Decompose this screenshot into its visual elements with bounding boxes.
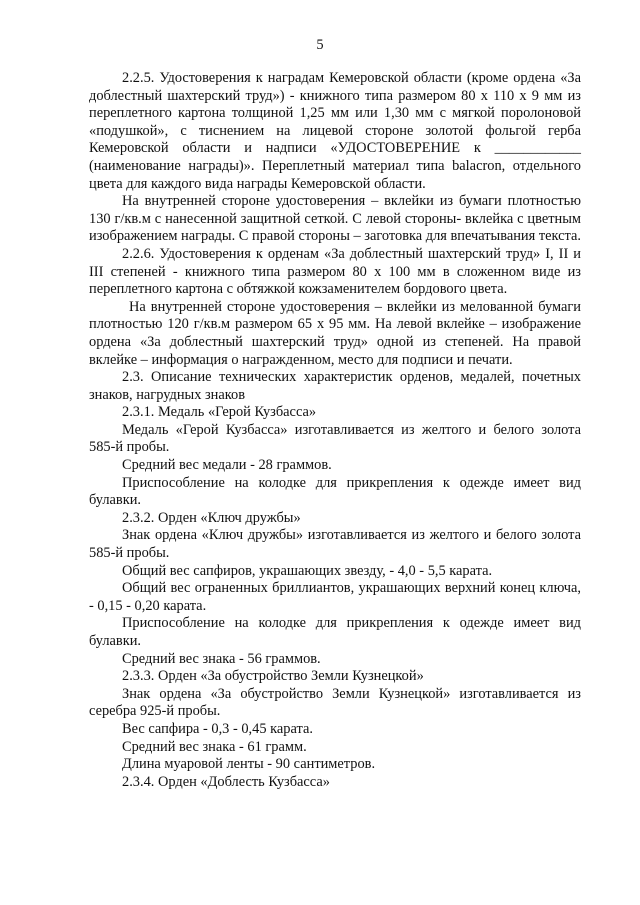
- paragraph-certificate-inserts: На внутренней стороне удостоверения – вклейки из бумаги плотностью 130 г/кв.м с нанесенной защитной сеткой. С левой стороны- вклейка с цветным изображением награды. С правой стороны – заготовка для впечатывания текста.: [89, 193, 581, 245]
- paragraph-ribbon-length: Длина муаровой ленты - 90 сантиметров.: [122, 756, 376, 773]
- heading-2-3-3: 2.3.3. Орден «За обустройство Земли Кузнецкой»: [122, 668, 424, 685]
- paragraph-sapphire-weight: Вес сапфира - 0,3 - 0,45 карата.: [122, 720, 313, 737]
- paragraph-kuznetsk-material: Знак ордена «За обустройство Земли Кузнецкой» изготавливается из серебра 925-й пробы.: [89, 685, 581, 720]
- paragraph-kuznetsk-weight: Средний вес знака - 61 грамм.: [122, 738, 307, 755]
- paragraph-sapphires: Общий вес сапфиров, украшающих звезду, - 4,0 - 5,5 карата.: [122, 562, 493, 579]
- paragraph-order-certificate-inserts: На внутренней стороне удостоверения – вклейки из мелованной бумаги плотностью 120 г/кв.м размером 65 х 95 мм. На левой вклейке – изображение ордена «За доблестный шахтерский труд» одной из степеней. На правой вклейке – информация о награжденном, место для подписи и печати.: [89, 298, 581, 368]
- paragraph-medal-material: Медаль «Герой Кузбасса» изготавливается из желтого и белого золота 585-й пробы.: [89, 421, 581, 456]
- heading-2-3-4: 2.3.4. Орден «Доблесть Кузбасса»: [122, 773, 330, 790]
- paragraph-2-3-heading: 2.3. Описание технических характеристик орденов, медалей, почетных знаков, нагрудных знаков: [89, 369, 581, 403]
- paragraph-medal-pin: Приспособление на колодке для прикрепления к одежде имеет вид булавки.: [89, 474, 581, 509]
- document-body: [89, 70, 581, 791]
- paragraph-2-2-5: 2.2.5. Удостоверения к наградам Кемеровской области (кроме ордена «За доблестный шахтерский труд») - книжного типа размером 80 х 110 х 9 мм из переплетного картона толщиной 1,25 мм или 1,30 мм с мягкой поролоновой «подушкой», с тиснением на лицевой стороне золотой фольгой герба Кемеровской области и надписи «УДОСТОВЕРЕНИЕ к ____________ (наименование награды)». Переплетный материал типа balacron, отдельного цвета для каждого вида награды Кемеровской области.: [89, 70, 581, 192]
- paragraph-diamonds: Общий вес ограненных бриллиантов, украшающих верхний конец ключа, - 0,15 - 0,20 карата.: [89, 580, 581, 614]
- heading-2-3-1: 2.3.1. Медаль «Герой Кузбасса»: [122, 404, 317, 421]
- paragraph-key-weight: Средний вес знака - 56 граммов.: [122, 650, 321, 667]
- paragraph-key-material: Знак ордена «Ключ дружбы» изготавливается из желтого и белого золота 585-й пробы.: [89, 527, 581, 562]
- page-number: 5: [316, 37, 324, 53]
- paragraph-medal-weight: Средний вес медали - 28 граммов.: [122, 457, 332, 474]
- heading-2-3-2: 2.3.2. Орден «Ключ дружбы»: [122, 509, 301, 526]
- paragraph-2-2-6: 2.2.6. Удостоверения к орденам «За доблестный шахтерский труд» I, II и III степеней - книжного типа размером 80 х 100 мм в сложенном виде из переплетного картона с обтяжкой кожзаменителем бордового цвета.: [89, 245, 581, 298]
- paragraph-key-pin: Приспособление на колодке для прикрепления к одежде имеет вид булавки.: [89, 615, 581, 649]
